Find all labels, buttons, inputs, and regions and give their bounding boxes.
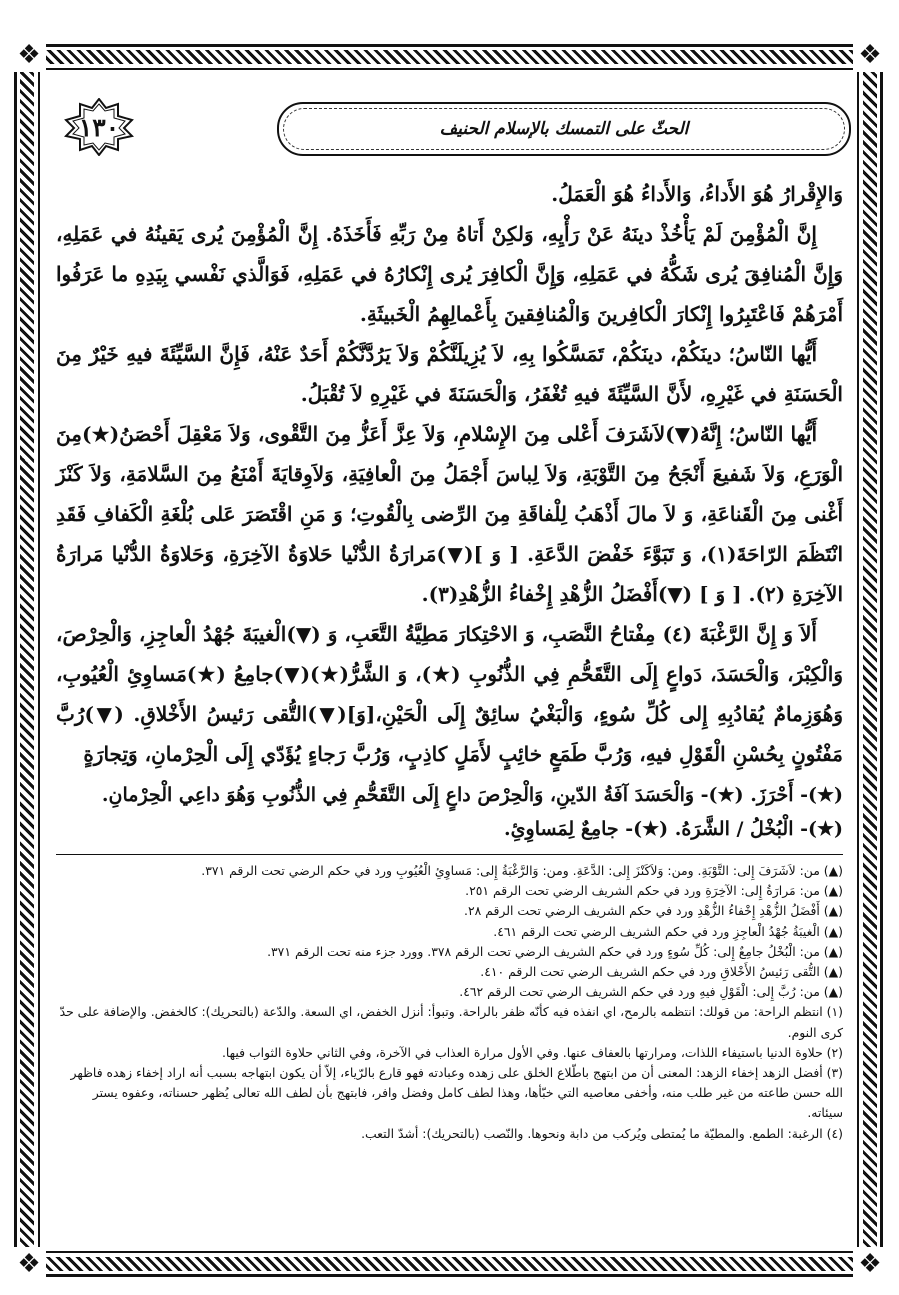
body-paragraph: أَيُّها النّاسُ؛ دينَكُمْ، دينَكُمْ، تَمَسَّكُوا بِهِ، لاَ يُزِيلَنَّكُمْ وَلاَ يَرُدَّنَّكُمْ أَحَدٌ عَنْهُ، فَإِنَّ السَّيِّئَةَ فيهِ خَيْرٌ مِنَ الْحَسَنَةِ في غَيْرِهِ، لأَنَّ السَّيِّئَةَ فيهِ تُغْفَرُ، وَالْحَسَنَةَ في غَيْرِهِ لاَ تُقْبَلُ. [56, 342, 843, 406]
body-paragraph: أَيُّها النّاسُ؛ إِنَّهُ(▼)لاَشَرَفَ أَعْلى مِنَ الإِسْلامِ، وَلاَ عِزَّ أَعَزُّ مِنَ التَّقْوى، وَلاَ مَعْقِلَ أَحْصَنُ(★)مِنَ الْوَرَعِ، وَلاَ شَفيعَ أَنْجَحُ مِنَ التَّوْبَةِ، وَلاَ لِباسَ أَجْمَلُ مِنَ الْعافِيَةِ، وَلاَوِقايَةَ أَمْنَعُ مِنَ السَّلامَةِ، وَلاَ كَنْزَ أَغْنى مِنَ الْقَناعَةِ، وَ لاَ مالَ أَذْهَبُ لِلْفاقَةِ مِنَ الرِّضى بِالْقُوتِ؛ وَ مَنِ اقْتَصَرَ عَلى بُلْغَةِ الْكَفافِ فَقَدِ انْتَظَمَ الرّاحَةَ(١)، وَ تَبَوَّءَ خَفْضَ الدَّعَةِ. [ وَ ](▼)مَرارَةُ الدُّنْيا حَلاوَةُ الآخِرَةِ، وَحَلاوَةُ الدُّنْيا مَرارَةُ الآخِرَةِ (٢). [ وَ ] (▼)أَفْضَلُ الزُّهْدِ إِخْفاءُ الزُّهْدِ(٣). [56, 422, 843, 606]
running-title: الحثّ على التمسك بالإسلام الحنيف [439, 119, 689, 139]
footnote: (▲) التُّقى رَئيسُ الأَخْلاقِ ورد في حكم الشريف الرضي تحت الرقم ٤١٠. [480, 964, 843, 980]
footnote: (٣) أفضل الزهد إخفاء الزهد: المعنى أن من ابتهج باطّلاع الخلق على زهده وعبادته فهو قارع بالرّياء، إلاّ أن يكون ابتهاجه بسبب أنه اراد إخفاء زهده فاظهر الله حسن طاعته من غير طلب منه، وأخفى معاصيه التي خبّأها، وهذا لطف كامل وفضل وافر، فابتهج بأن لطف الله تعالى يُظهر حسناته، وعفوه يستر سيئاته. [70, 1065, 843, 1121]
footnote: (٤) الرغبة: الطمع. والمطيّة ما يُمتطى ويُركب من دابة ونحوها. والنّصب (بالتحريك): أشدّ التعب. [361, 1125, 843, 1141]
body-paragraph: أَلاَ وَ إِنَّ الرَّغْبَةَ (٤) مِفْتاحُ النَّصَبِ، وَ الاحْتِكارَ مَطِيَّةُ التَّعَبِ، وَ (▼)الْغيبَةَ جُهْدُ الْعاجِزِ، وَالْحِرْصَ، وَالْكِبْرَ، وَالْحَسَدَ، دَواعٍ إِلَى التَّقَحُّمِ فِي الذُّنُوبِ (★)، وَ الشَّرُّ(★)(▼)جامِعُ (★)مَساوِئِ الْعُيُوبِ، وَهُوَزِمامٌ يُقادُبِهِ إِلى كُلِّ سُوءٍ، وَالْبَغْيُ سائِقٌ إِلَى الْحَيْنِ،[وَ](▼)التُّقى رَئيسُ الأَخْلاقِ. (▼)رُبَّ مَفْتُونٍ بِحُسْنِ الْقَوْلِ فيهِ، وَرُبَّ طَمَعٍ خائِبٍ لأَمَلٍ كاذِبٍ، وَرُبَّ رَجاءٍ يُؤَدّي إِلَى الْحِرْمانِ، وَتِجارَةٍ [56, 622, 843, 766]
corner-ornament-icon: ❖ [853, 1247, 887, 1281]
footnote: (▲) من: مَرارَةُ إِلى: الآخِرَةِ ورد في حكم الشريف الرضي تحت الرقم ٢٥١. [465, 883, 843, 899]
body-paragraph: إِنَّ الْمُؤْمِنَ لَمْ يَأْخُذْ دينَهُ عَنْ رَأْيِهِ، وَلكِنْ أَتاهُ مِنْ رَبِّهِ فَأَخَذَهُ. إِنَّ الْمُؤْمِنَ يُرى يَقينُهُ في عَمَلِهِ، وَإِنَّ الْمُنافِقَ يُرى شَكُّهُ في عَمَلِهِ، وَإِنَّ الْكافِرَ يُرى إِنْكارُهُ في عَمَلِهِ، فَوَالَّذي نَفْسي بِيَدِهِ ما عَرَفُوا أَمْرَهُمْ فَاعْتَبِرُوا إِنْكارَ الْكافِرينَ وَالْمُنافِقينَ بِأَعْمالِهِمُ الْخَبيثَةِ. [56, 222, 843, 326]
footnote: (▲) أَفْضَلُ الزُّهْدِ إِخْفاءُ الزُّهْدِ ورد في حكم الشريف الرضي تحت الرقم ٢٨. [464, 903, 843, 919]
corner-ornament-icon: ❖ [12, 1247, 46, 1281]
page-number: ١٣٠ [78, 112, 120, 142]
footnote: (▲) من: لاَشَرَفَ إِلى: التَّوْبَةِ. ومن: وَلاَكَنْزَ إِلى: الدَّعَةِ. ومن: وَالرَّغْبَةُ إِلى: مَساوِئِ الْعُيُوبِ ورد في حكم الرضي تحت الرقم ٣٧١. [201, 863, 843, 878]
corner-ornament-icon: ❖ [12, 38, 46, 72]
variant-note: (★)- أَحْرَزَ. (★)- وَالْحَسَدَ آفَةُ الدّينِ، وَالْحِرْصَ داعٍ إِلَى التَّقَحُّمِ فِي الذُّنُوبِ وَهُوَ داعِي الْحِرْمانِ. [101, 784, 843, 806]
page-number-badge [62, 98, 136, 156]
variant-note: (★)- الْبُخْلُ / الشَّرَهُ. (★)- جامِعٌ لِمَساوِئِ. [504, 818, 843, 840]
page-body [56, 174, 843, 1144]
body-paragraph: وَالإِقْرارُ هُوَ الأَداءُ، وَالأَداءُ هُوَ الْعَمَلُ. [551, 182, 843, 206]
footnote-rule [56, 854, 843, 855]
footnote: (▲) من: الْبُخْلُ جامِعٌ إِلى: كُلِّ سُوءٍ ورد في حكم الشريف الرضي تحت الرقم ٣٧٨. وورد جزء منه تحت الرقم ٣٧١. [267, 943, 843, 959]
page-header [48, 98, 851, 160]
footnote: (▲) الْغيبَةُ جُهْدُ الْعاجِزِ ورد في حكم الشريف الرضي تحت الرقم ٤٦١. [493, 923, 843, 939]
footnote: (▲) من: رُبَّ إِلى: الْقَوْلِ فيهِ ورد في حكم الشريف الرضي تحت الرقم ٤٦٢. [459, 984, 843, 1000]
corner-ornament-icon: ❖ [853, 38, 887, 72]
footnote: (٢) حلاوة الدنيا باستيفاء اللذات، ومرارتها بالعفاف عنها. وفي الأول مرارة العذاب في الآخرة، وفي الثاني حلاوة الثواب فيها. [221, 1044, 843, 1060]
footnote: (١) انتظم الراحة: من قولك: انتظمه بالرمح، اي انفذه فيه كأنّه ظفر بالراحة. وتبوأ: أنزل الخفض، اي السعة. والدّعة (بالتحريك): كالخفض. والإضافة على حدّ كرى النوم. [59, 1004, 843, 1040]
running-title-box [277, 102, 851, 156]
